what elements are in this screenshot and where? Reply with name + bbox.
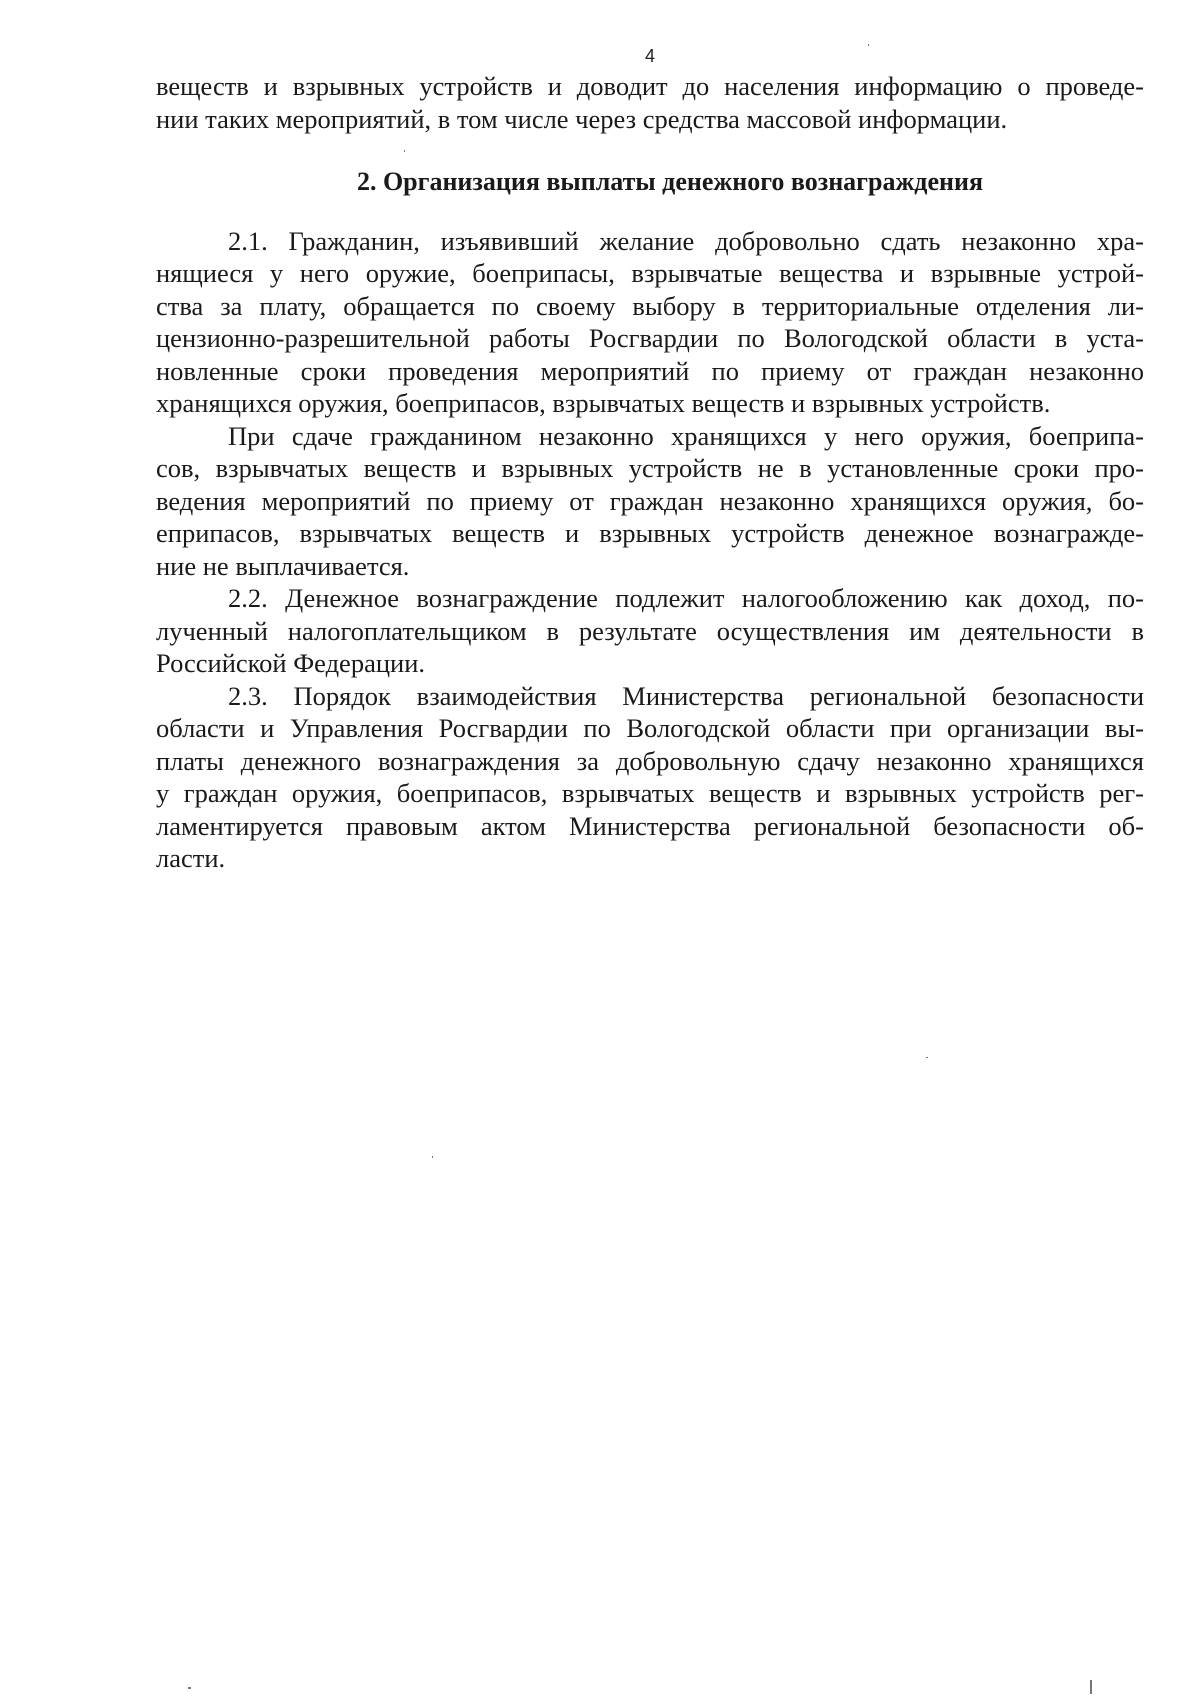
text-line: 2.1. Гражданин, изъявивший желание добровольно сдать незаконно хра- — [228, 225, 1144, 256]
scan-speck — [868, 44, 869, 46]
scan-speck — [432, 1156, 433, 1158]
text-line: сов, взрывчатых веществ и взрывных устройств не в установленные сроки про- — [156, 453, 1144, 483]
text-line: хранящихся оружия, боеприпасов, взрывчатых веществ и взрывных устройств. — [156, 388, 1051, 418]
text-line: ства за плату, обращается по своему выбору в территориальные отделения ли- — [156, 290, 1144, 321]
text-line: еприпасов, взрывчатых веществ и взрывных устройств денежное вознагражде- — [156, 518, 1144, 548]
section-heading: 2. Организация выплаты денежного вознаграждения — [356, 167, 984, 196]
text-line: нии таких мероприятий, в том числе через средства массовой информации. — [156, 103, 1008, 134]
text-line: При сдаче гражданином незаконно хранящихся у него оружия, боеприпа- — [228, 420, 1144, 451]
scan-speck — [188, 1687, 191, 1689]
text-line: новленные сроки проведения мероприятий по приему от граждан незаконно — [156, 355, 1144, 386]
text-line: ласти. — [156, 843, 226, 873]
text-line: ведения мероприятий по приему от граждан незаконно хранящихся оружия, бо- — [156, 485, 1144, 516]
text-line: лученный налогоплательщиком в результате осуществления им деятельности в — [156, 615, 1144, 646]
text-line: платы денежного вознаграждения за добровольную сдачу незаконно хранящихся — [156, 745, 1144, 776]
paragraph-non-payment — [156, 420, 1144, 583]
text-line: ние не выплачивается. — [156, 550, 410, 581]
paragraph-2-1 — [156, 225, 1144, 420]
text-line: области и Управления Росгвардии по Вологодской области при организации вы- — [156, 713, 1144, 743]
scan-speck — [1090, 1680, 1092, 1694]
text-line: цензионно-разрешительной работы Росгвардии по Вологодской области в уста- — [156, 323, 1144, 353]
document-body — [156, 70, 1144, 875]
scan-speck — [926, 1057, 928, 1058]
paragraph-2-3 — [156, 680, 1144, 875]
text-line: у граждан оружия, боеприпасов, взрывчатых веществ и взрывных устройств рег- — [156, 778, 1144, 808]
text-line: 2.3. Порядок взаимодействия Министерства региональной безопасности — [228, 680, 1144, 711]
text-line: 2.2. Денежное вознаграждение подлежит налогообложению как доход, по- — [228, 583, 1144, 613]
text-line: Российской Федерации. — [156, 648, 425, 678]
text-line: нящиеся у него оружие, боеприпасы, взрывчатые вещества и взрывные устрой- — [156, 258, 1144, 288]
text-line: веществ и взрывных устройств и доводит до населения информацию о проведе- — [156, 71, 1144, 101]
page-number: 4 — [644, 46, 655, 66]
text-line: ламентируется правовым актом Министерства региональной безопасности об- — [156, 810, 1144, 841]
scan-speck — [404, 150, 405, 152]
paragraph-2-2 — [156, 582, 1144, 680]
intro-paragraph — [156, 70, 1144, 135]
